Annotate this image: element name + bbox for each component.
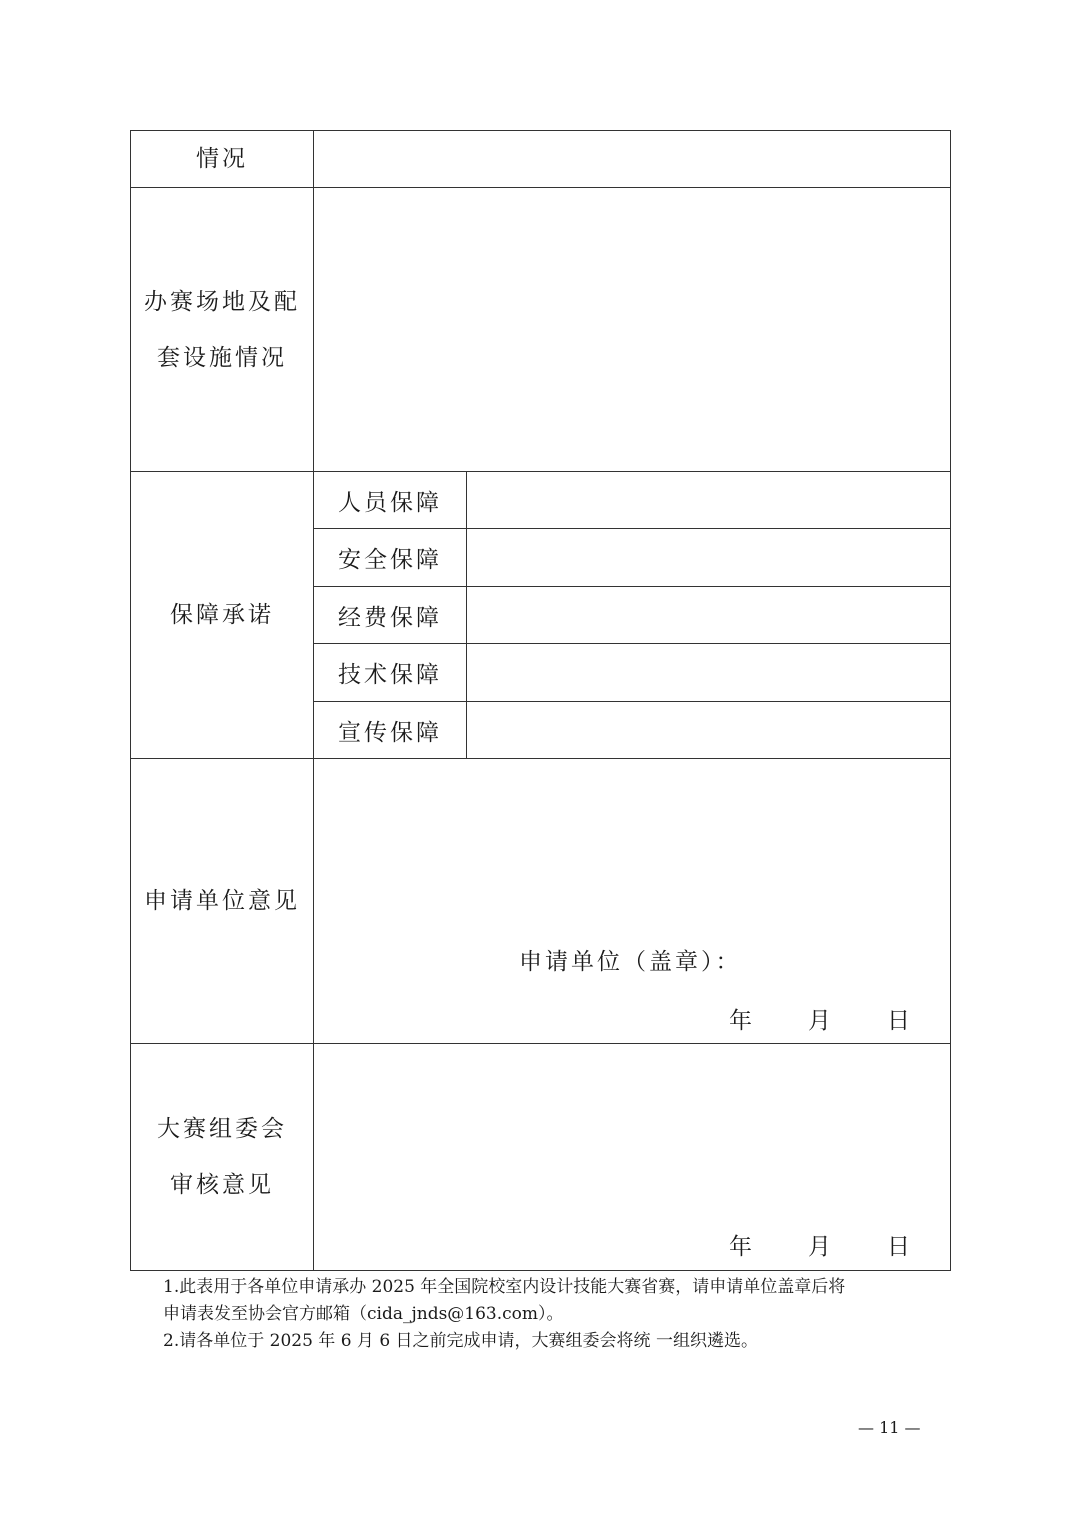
- applicant-date: [729, 1002, 910, 1035]
- committee-date-day: 日: [887, 1234, 910, 1260]
- applicant-date-day: 日: [887, 1008, 910, 1034]
- note-line-1: 1.此表用于各单位申请承办 2025 年全国院校室内设计技能大赛省赛，请申请单位盖章后将: [163, 1277, 846, 1297]
- field-applicant-opinion[interactable]: [314, 759, 951, 1044]
- label-committee-line2: 审核意见: [170, 1172, 274, 1198]
- field-situation[interactable]: [314, 131, 951, 188]
- sub-label-technical: 技术保障: [314, 644, 467, 702]
- field-venue[interactable]: [314, 188, 951, 472]
- label-guarantee: 保障承诺: [131, 472, 314, 759]
- label-committee-opinion: [131, 1044, 314, 1271]
- form-notes: [163, 1274, 933, 1355]
- label-situation: 情况: [131, 131, 314, 188]
- row-guarantee-personnel: [131, 472, 951, 529]
- field-safety[interactable]: [467, 529, 951, 587]
- application-form-table: [130, 130, 951, 1271]
- sub-label-funding: 经费保障: [314, 587, 467, 644]
- applicant-date-month: 月: [808, 1008, 831, 1034]
- row-committee: [131, 1044, 951, 1271]
- committee-date: [729, 1228, 910, 1261]
- label-venue-line2: 套设施情况: [157, 344, 287, 371]
- committee-date-month: 月: [808, 1234, 831, 1260]
- applicant-date-year: 年: [729, 1008, 752, 1034]
- row-situation: [131, 131, 951, 188]
- sub-label-personnel: 人员保障: [314, 472, 467, 529]
- label-committee-line1: 大赛组委会: [157, 1116, 287, 1142]
- row-venue: [131, 188, 951, 472]
- field-funding[interactable]: [467, 587, 951, 644]
- sub-label-publicity: 宣传保障: [314, 702, 467, 759]
- label-venue-line1: 办赛场地及配: [144, 288, 300, 315]
- field-technical[interactable]: [467, 644, 951, 702]
- committee-date-year: 年: [729, 1234, 752, 1260]
- applicant-stamp-label: 申请单位（盖章）：: [519, 949, 742, 975]
- field-personnel[interactable]: [467, 472, 951, 529]
- label-venue: [131, 188, 314, 472]
- field-publicity[interactable]: [467, 702, 951, 759]
- label-applicant-opinion: 申请单位意见: [131, 759, 314, 1044]
- page-number: — 11 —: [858, 1418, 921, 1437]
- sub-label-safety: 安全保障: [314, 529, 467, 587]
- field-committee-opinion[interactable]: [314, 1044, 951, 1271]
- row-applicant: [131, 759, 951, 1044]
- note-line-3: 2.请各单位于 2025 年 6 月 6 日之前完成申请，大赛组委会将统 一组织遴选。: [163, 1331, 758, 1351]
- note-line-2: 申请表发至协会官方邮箱（cida_jnds@163.com）。: [163, 1304, 564, 1324]
